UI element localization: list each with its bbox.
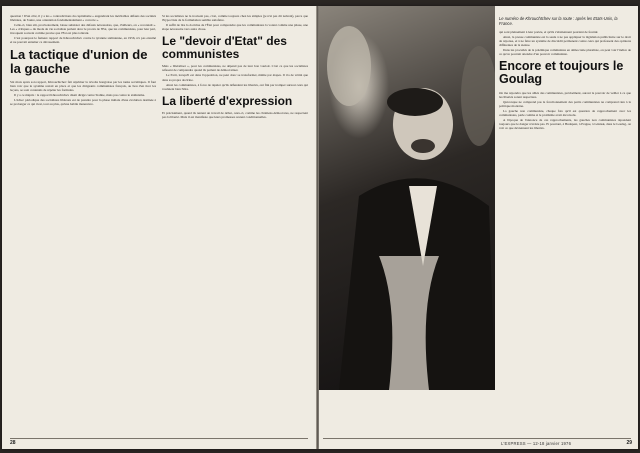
right-footer-rule	[323, 438, 631, 439]
paragraph: Si les socialistes ne la trouvent pas, c'est, comme toujours chez les simples (je n'ai pas dit naïveté), parce que l'hypocrisie de la formulation semble satisfaire.	[162, 14, 308, 23]
paragraph: Ainsi les communistes, à force de répéter qu'ils défendent les libertés, ont fini par tromper surtout ceux qui voulaient bien l'être.	[162, 82, 308, 91]
paragraph: Mais « libéraliser », pour les communistes, ne dépend pas de leur bon vouloir. C'est ce que les socialistes refusent de comprendre quand ils parlent de démocratiser.	[162, 64, 308, 73]
right-page	[319, 6, 638, 449]
paragraph: L'échec périodique des socialistes libéraux est de prendre pour la phase initiale d'une évolution destinée à se prolonger ce qui n'est, tout au plus, qu'une habile manœuvre.	[10, 97, 156, 106]
right-body-b	[499, 91, 631, 130]
khrushchev-photo	[319, 6, 495, 390]
heading-goulag: Encore et toujours le Goulag	[499, 59, 624, 87]
paragraph: Ainsi, la presse communiste est la seule à ne pas appliquer la législation publicitaire sur le droit de réponse, et à ne faire un système de discrédit permanent contre ceux qui professent des opinions différentes de la sienne.	[499, 35, 631, 48]
left-col1-body-a	[10, 14, 156, 44]
left-col2-body-c	[162, 111, 308, 119]
paragraph: On me répondra que les alliés des communistes, précisément, auront le pouvoir de veiller à ce que les libertés soient respectées.	[499, 90, 631, 99]
paragraph: Quiconque ne comprend pas le fonctionnement des partis communistes ne comprend rien à la politique moderne.	[499, 99, 631, 108]
left-col2-body-b	[162, 64, 308, 90]
paragraph: qui sont pleinement à leur portée, et qu'ils s'abstiennent pourtant de fournir.	[499, 30, 599, 34]
paragraph: La gauche non communiste, chaque fois qu'il est question de rapprochement avec les communistes, parle comme si le problème avait été résolu.	[499, 108, 631, 117]
right-page-number: 29	[626, 440, 632, 446]
right-body-a	[499, 30, 631, 56]
paragraph: Il y a ce mépris : le rapport Khrouchtchev disait dirigé contre Staline, mais pas contre le stalinisme.	[14, 92, 146, 97]
left-page-number: 28	[10, 440, 16, 446]
heading-devoir-etat: Le "devoir d'Etat" des communistes	[162, 34, 287, 61]
left-footer-rule	[10, 438, 308, 439]
heading-liberte: La liberté d'expression	[162, 93, 293, 108]
paragraph: Six mois après son rapport, Khrouchtchev fait réprimer la révolte hongroise par les tanks soviétiques. Il faut bien voir que le système restait en place et que les dirigeants communistes français, au lieu d'en tirer les leçons, se sont contentés de répéter les formules.	[10, 79, 156, 92]
paragraph: Celle-ci, bien sûr, provisoirement, laisse subsister des défauts nécessaires, que, d'ailleurs, on « reconnaît ». Les « critiques » du mode de vie socialiste parlent donc le procès de l'Est, que les communistes, pour leur part, invoquent souvent comme preuve que l'Est est plus tolérant.	[10, 23, 156, 36]
paragraph: Il suffit de lire la doctrine de l'État pour comprendre que les communistes la voient comme une phase, une étape nécessaire vers autre chose.	[162, 23, 308, 32]
photo-caption: Le numéro de Khrouchtchev sur la route : après les Etats-Unis, la France.	[499, 16, 618, 26]
paragraph: Dans les procédés de la polémique communiste en démocratie pluraliste, on peut voir l'indice de ce qu'on pourrait attendre d'un pouvoir communiste.	[499, 48, 631, 57]
issue-date: L'EXPRESS — 12-18 janvier 1976	[501, 441, 572, 446]
left-column-1	[10, 14, 156, 414]
left-col1-body-b	[10, 80, 156, 106]
paragraph: C'est pourquoi le fameux rapport de Khrouchtchev contre la tyrannie stalinienne, en 1956, n'a pas entamé et ne pouvait entamer ce dévouement.	[10, 36, 156, 45]
paragraph: Et précisément, quand ils tentent un travail de débat, ceux-ci, comme les chrétiens-démocrates, ne respectent pas la liberté. Mais il est manifeste que leurs promesses restent conditionnelles.	[162, 111, 308, 120]
heading-tactique: La tactique d'union de la gauche	[10, 47, 148, 76]
left-col2-body-a	[162, 14, 308, 31]
paragraph: A l'époque de l'annonce de ces rapprochements, les gauches non communistes répondent toujours que le danger n'existe pas. Et pourtant, à Budapest, à Prague, à Gdansk, dans le Goulag, on voit ce que deviennent les libertés.	[499, 117, 631, 130]
paragraph: question ! D'un côté, il y a les « contradictions du capitalisme » engendrant les inévitables défauts des sociétés libérales, de l'autre, une orientation fondamentalement « correcte ».	[10, 14, 156, 23]
paragraph: Le Parti, lorsqu'il est dans l'opposition, ne peut donc se transformer, même par étapes. Il n'a de vérité que dans sa propre doctrine.	[162, 73, 308, 82]
right-column	[499, 30, 631, 416]
left-page	[2, 6, 316, 449]
photo-silhouette	[319, 6, 495, 390]
left-column-2	[162, 14, 308, 414]
